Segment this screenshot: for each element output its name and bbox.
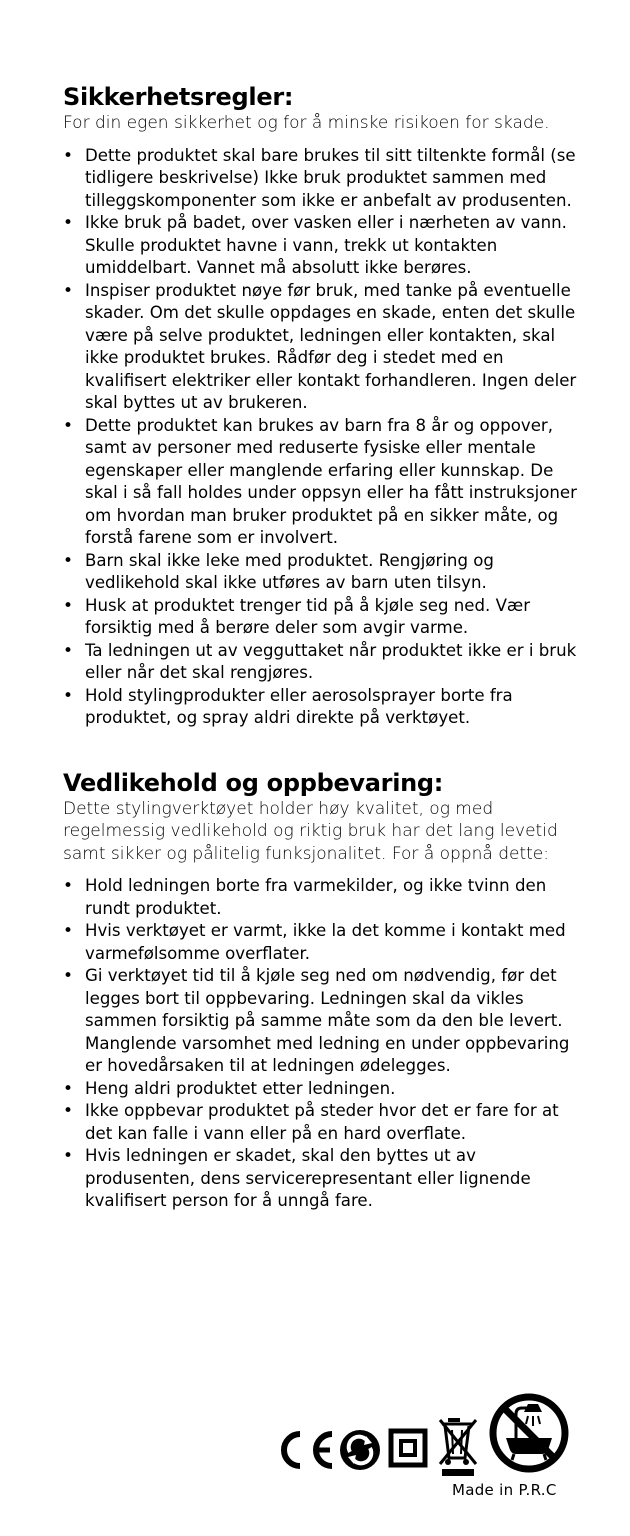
maintenance-list [63, 875, 583, 1213]
safety-section [63, 82, 583, 730]
list-item: • Heng aldri produktet etter ledningen. [63, 1078, 583, 1101]
double-insulation-icon [388, 1428, 428, 1468]
list-item: • Husk at produktet trenger tid på å kjøle seg ned. Vær forsiktig med å berøre deler som avgir varme. [63, 595, 583, 640]
safety-list [63, 145, 583, 730]
ce-mark-icon [274, 1428, 336, 1472]
safety-title: Sikkerhetsregler: [63, 83, 294, 111]
list-item: • Hvis ledningen er skadet, skal den byttes ut av produsenten, dens servicerepresentant eller lignende kvalifisert person for å unngå fare. [63, 1145, 583, 1213]
weee-bin-icon [438, 1416, 480, 1478]
list-item: • Barn skal ikke leke med produktet. Rengjøring og vedlikehold skal ikke utføres av barn uten tilsyn. [63, 550, 583, 595]
safety-intro: For din egen sikkerhet og for å minske risikoen for skade. [63, 113, 550, 133]
maintenance-title: Vedlikehold og oppbevaring: [63, 768, 444, 797]
list-item: • Hold ledningen borte fra varmekilder, og ikke tvinn den rundt produktet. [63, 875, 583, 920]
list-item: • Dette produktet kan brukes av barn fra 8 år og oppover, samt av personer med reduserte fysiske eller mentale egenskaper eller manglende erfaring eller kunnskap. De skal i så fall holdes under oppsyn eller ha fått instruksjoner om hvordan man bruker produktet på en sikker måte, og forstå farene som er involvert. [63, 415, 583, 550]
list-item: • Ikke oppbevar produktet på steder hvor det er fare for at det kan falle i vann eller på en hard overflate. [63, 1100, 583, 1145]
made-in-label: Made in P.R.C [452, 1481, 557, 1499]
no-bath-use-icon [488, 1392, 570, 1474]
list-item: • Dette produktet skal bare brukes til sitt tiltenkte formål (se tidligere beskrivelse) Ikke bruk produktet sammen med tilleggskomponenter som ikke er anbefalt av produsenten. [63, 145, 583, 213]
list-item: • Hold stylingprodukter eller aerosolsprayer borte fra produktet, og spray aldri direkte på verktøyet. [63, 685, 583, 730]
instruction-page [63, 82, 583, 1213]
list-item: • Ta ledningen ut av vegguttaket når produktet ikke er i bruk eller når det skal rengjøres. [63, 640, 583, 685]
list-item: • Gi verktøyet tid til å kjøle seg ned om nødvendig, før det legges bort til oppbevaring. Ledningen skal da vikles sammen forsiktig på samme måte som da den ble levert. Manglende varsomhet med ledning en under oppbevaring er hovedårsaken til at ledningen ødelegges. [63, 965, 583, 1078]
maintenance-intro: Dette stylingverktøyet holder høy kvalitet, og med regelmessig vedlikehold og riktig bruk har det lang levetid samt sikker og pålitelig funksjonalitet. For å oppnå dette: [63, 798, 558, 864]
list-item: • Inspiser produktet nøye før bruk, med tanke på eventuelle skader. Om det skulle oppdages en skade, enten det skulle være på selve produktet, ledningen eller kontakten, skal ikke produktet brukes. Rådfør deg i stedet med en kvalifisert elektriker eller kontakt forhandleren. Ingen deler skal byttes ut av brukeren. [63, 280, 583, 415]
certification-symbols [274, 1392, 574, 1482]
list-item: • Hvis verktøyet er varmt, ikke la det komme i kontakt med varmefølsomme overflater. [63, 920, 583, 965]
maintenance-section [63, 768, 583, 1213]
list-item: • Ikke bruk på badet, over vasken eller i nærheten av vann. Skulle produktet havne i vann, trekk ut kontakten umiddelbart. Vannet må absolutt ikke berøres. [63, 212, 583, 280]
recycle-icon [338, 1428, 382, 1472]
